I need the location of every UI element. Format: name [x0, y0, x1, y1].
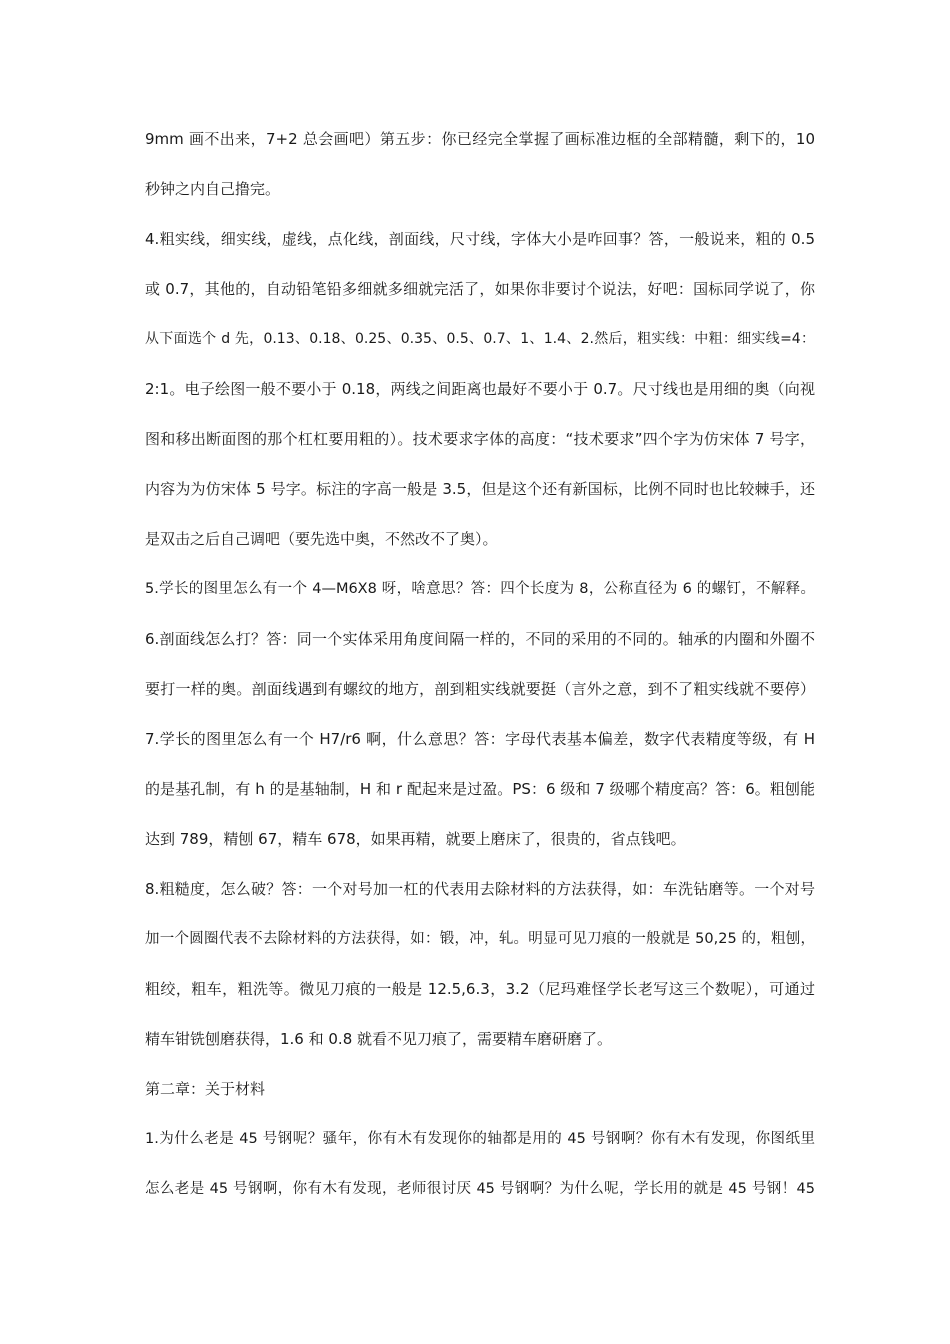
- text-line: 怎么老是 45 号钢啊，你有木有发现，老师很讨厌 45 号钢啊？为什么呢，学长用的就是 45 号钢！45: [145, 1181, 815, 1197]
- text-line: 7.学长的图里怎么有一个 H7/r6 啊，什么意思？答：字母代表基本偏差，数字代表精度等级，有 H: [145, 730, 815, 748]
- text-line: 8.粗糙度，怎么破？答：一个对号加一杠的代表用去除材料的方法获得，如：车洗钻磨等。一个对号: [145, 880, 815, 898]
- text-line: 从下面选个 d 先，0.13、0.18、0.25、0.35、0.5、0.7、1、1.4、2.然后，粗实线：中粗：细实线=4：: [145, 331, 815, 347]
- text-line: 要打一样的奥。剖面线遇到有螺纹的地方，剖到粗实线就要挺（言外之意，到不了粗实线就不要停）: [145, 680, 815, 698]
- text-line: 4.粗实线，细实线，虚线，点化线，剖面线，尺寸线，字体大小是咋回事？答，一般说来，粗的 0.5: [145, 230, 815, 248]
- text-line: 精车钳铣刨磨获得，1.6 和 0.8 就看不见刀痕了，需要精车磨研磨了。: [145, 1030, 613, 1048]
- text-line: 达到 789，精刨 67，精车 678，如果再精，就要上磨床了，很贵的，省点钱吧。: [145, 830, 686, 848]
- text-line: 是双击之后自己调吧（要先选中奥，不然改不了奥）。: [145, 530, 498, 548]
- text-line: 的是基孔制，有 h 的是基轴制，H 和 r 配起来是过盈。PS：6 级和 7 级哪个精度高？答：6。粗刨能: [145, 780, 815, 798]
- text-line: 9mm 画不出来，7+2 总会画吧）第五步：你已经完全掌握了画标准边框的全部精髓，剩下的，10: [145, 130, 815, 148]
- text-line: 5.学长的图里怎么有一个 4—M6X8 呀，啥意思？答：四个长度为 8，公称直径为 6 的螺钉，不解释。: [145, 581, 815, 597]
- text-line: 加一个圆圈代表不去除材料的方法获得，如：锻，冲，轧。明显可见刀痕的一般就是 50,25 的，粗刨，: [145, 931, 815, 947]
- text-line: 内容为为仿宋体 5 号字。标注的字高一般是 3.5，但是这个还有新国标，比例不同时也比较棘手，还: [145, 480, 815, 498]
- text-line: 1.为什么老是 45 号钢呢？骚年，你有木有发现你的轴都是用的 45 号钢啊？你有木有发现，你图纸里: [145, 1131, 815, 1147]
- text-line: 图和移出断面图的那个杠杠要用粗的）。技术要求字体的高度：“技术要求”四个字为仿宋体 7 号字，: [145, 430, 815, 448]
- text-line: 或 0.7，其他的，自动铅笔铅多细就多细就完活了，如果你非要讨个说法，好吧：国标同学说了，你: [145, 280, 815, 298]
- text-line: 2:1。电子绘图一般不要小于 0.18，两线之间距离也最好不要小于 0.7。尺寸线也是用细的奥（向视: [145, 380, 815, 398]
- text-line: 粗绞，粗车，粗洗等。微见刀痕的一般是 12.5,6.3，3.2（尼玛难怪学长老写这三个数呢），可通过: [145, 980, 815, 998]
- text-line: 秒钟之内自己撸完。: [145, 180, 281, 198]
- text-line: 6.剖面线怎么打？答：同一个实体采用角度间隔一样的，不同的采用的不同的。轴承的内圈和外圈不: [145, 630, 815, 648]
- chapter-heading: 第二章：关于材料: [145, 1080, 266, 1098]
